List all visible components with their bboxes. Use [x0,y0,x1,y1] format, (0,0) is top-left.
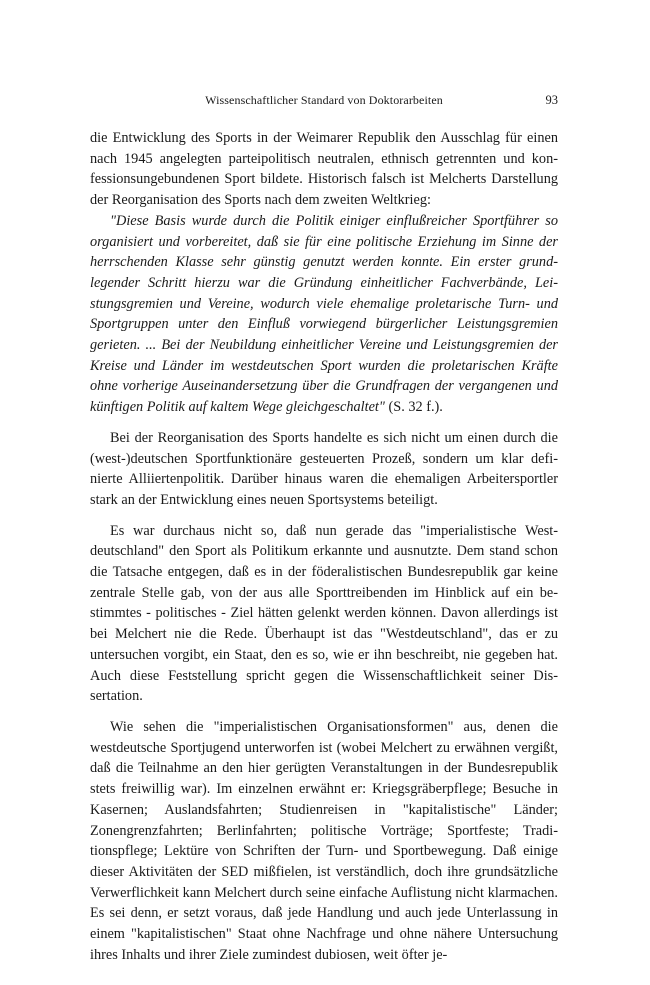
page-body [90,128,558,965]
running-title: Wissenschaftlicher Standard von Doktorarbeiten [205,93,443,107]
paragraph-4: Wie sehen die "imperialistischen Organisationsformen" aus, denen die westdeutsche Sportjugend unterworfen ist (wobei Melchert zu erwähnen vergißt, daß die Teilnahme an den hier gerügten Veranstaltungen in der Bundesrepublik stets freiwillig war). Im einzelnen erwähnt er: Kriegsgräberpflege; Besuche in Kasernen; Auslandsfahrten; Studienreisen in "kapitalistische" Länder; Zonengrenzfahrten; Berlinfahrten; politische Vorträge; Sportfeste; Traditionspflege; Lektüre von Schriften der Turn- und Sportbewegung. Daß einige dieser Aktivitäten der SED mißfielen, ist verständlich, doch ihre grundsätzliche Verwerflichkeit kann Melchert durch seine einfache Auflistung nicht klarmachen. Es sei denn, er setzt voraus, daß jede Handlung und auch jede Unterlassung in einem "kapitalistischen" Staat ohne Nachfrage und ohne nähere Untersuchung ihres Inhalts und ihrer Ziele zumindest dubiosen, weit öfter je- [90,718,558,963]
paragraph-2: Bei der Reorganisation des Sports handelte es sich nicht um einen durch die (west-)deutschen Sportfunktionäre gesteuerten Prozeß, sondern um klar definierte Alliiertenpolitik. Darüber hinaus waren die ehemaligen Arbeitersportler stark an der Entwicklung eines neuen Sportsystems beteiligt. [90,429,558,508]
paragraph-1: die Entwicklung des Sports in der Weimarer Republik den Ausschlag für einen nach 1945 angelegten parteipolitisch neutralen, ethnisch getrennten und konfessionsungebundenen Sport bildete. Historisch falsch ist Melcherts Darstellung der Reorganisation des Sports nach dem zweiten Weltkrieg: [90,130,558,209]
quote-text: "Diese Basis wurde durch die Politik einiger einflußreicher Sportführer so organisiert und vorbereitet, daß sie für eine politische Erziehung im Sinne der herrschenden Klasse sehr günstig genutzt werden konnte. Ein erster grundlegender Schritt hierzu war die Gründung einheitlicher Fachverbände, Leistungsgremien und Vereine, wodurch viele ehemalige proletarische Turn- und Sportgruppen unter den Einfluß vorwiegend bürgerlicher Leistungsgremien gerieten. ... Bei der Neubildung einheitlicher Vereine und Leistungsgremien der Kreise und Länder im westdeutschen Sport wurden die proletarischen Kräfte ohne vorherige Auseinandersetzung über die Grundfragen der vergangenen und künftigen Politik auf kaltem Wege gleichgeschaltet" [90,212,558,416]
page-number: 93 [545,93,558,107]
quote-source: (S. 32 f.). [384,399,443,416]
paragraph-3: Es war durchaus nicht so, daß nun gerade das "imperialistische Westdeutschland" den Sport als Politikum erkannte und ausnutzte. Dem stand schon die Tatsache entgegen, daß es in der föderalistischen Bundesrepublik gar keine zentrale Stelle gab, von der aus alle Sporttreibenden im Hinblick auf ein bestimmtes - politisches - Ziel hätten gelenkt werden können. Davon allerdings ist bei Melchert nie die Rede. Überhaupt ist das "Westdeutschland", das er zu untersuchen vorgibt, ein Staat, den es so, wie er ihn beschreibt, nie gegeben hat. Auch diese Feststellung spricht gegen die Wissenschaftlichkeit seiner Dissertation. [90,522,558,705]
page-header [90,93,558,111]
block-quote [90,211,558,418]
